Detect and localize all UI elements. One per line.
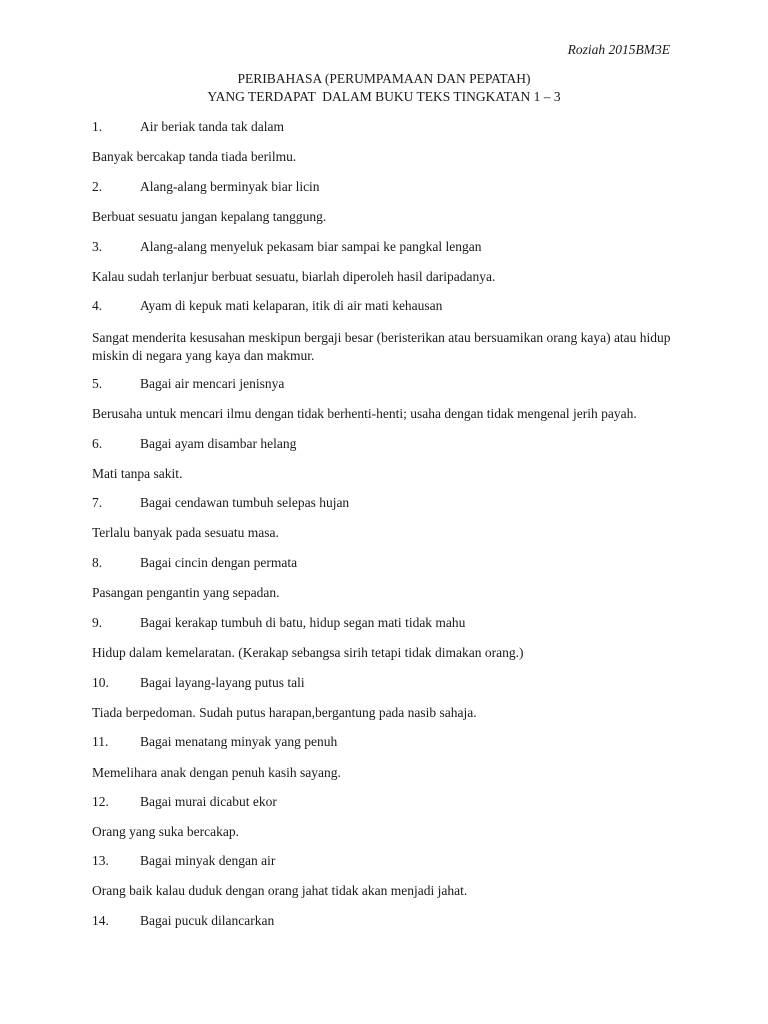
title-line-2: YANG TERDAPAT DALAM BUKU TEKS TINGKATAN 1 – 3 [207, 89, 561, 104]
proverb-line [92, 674, 682, 692]
proverb-text: Bagai kerakap tumbuh di batu, hidup segan mati tidak mahu [140, 615, 466, 630]
proverb-text: Ayam di kepuk mati kelaparan, itik di air mati kehausan [140, 298, 443, 313]
proverb-item [92, 297, 682, 363]
proverb-text: Bagai ayam disambar helang [140, 436, 297, 451]
proverb-number: 6. [92, 436, 103, 451]
proverb-number: 5. [92, 376, 103, 391]
proverb-item [92, 375, 682, 421]
proverb-text: Bagai minyak dengan air [140, 853, 276, 868]
proverb-item [92, 733, 682, 780]
proverb-text: Air beriak tanda tak dalam [140, 119, 284, 134]
proverb-line [92, 733, 682, 751]
proverb-number: 9. [92, 615, 103, 630]
proverb-line [92, 375, 682, 393]
proverb-meaning: Mati tanpa sakit. [92, 466, 183, 481]
proverb-text: Bagai air mencari jenisnya [140, 376, 285, 391]
proverb-text: Bagai murai dicabut ekor [140, 794, 277, 809]
proverb-text: Bagai pucuk dilancarkan [140, 913, 275, 928]
proverb-number: 13. [92, 853, 109, 868]
proverb-meaning: Sangat menderita kesusahan meskipun bergaji besar (beristerikan atau bersuamikan orang kaya) atau hidup miskin di negara yang kaya dan makmur. [92, 330, 671, 363]
document-title [0, 70, 768, 106]
proverb-meaning: Tiada berpedoman. Sudah putus harapan,bergantung pada nasib sahaja. [92, 705, 477, 720]
proverb-item [92, 118, 682, 164]
proverb-item [92, 614, 682, 660]
author-header: Roziah 2015BM3E [567, 42, 670, 57]
proverb-line [92, 852, 682, 870]
proverb-meaning: Terlalu banyak pada sesuatu masa. [92, 525, 279, 540]
proverb-meaning: Pasangan pengantin yang sepadan. [92, 585, 280, 600]
proverb-text: Bagai layang-layang putus tali [140, 675, 305, 690]
proverb-number: 12. [92, 794, 109, 809]
proverb-line [92, 912, 682, 930]
proverb-meaning: Banyak bercakap tanda tiada berilmu. [92, 149, 297, 164]
proverb-number: 7. [92, 495, 103, 510]
proverb-line [92, 793, 682, 811]
proverb-text: Alang-alang menyeluk pekasam biar sampai ke pangkal lengan [140, 239, 482, 254]
proverb-item [92, 435, 682, 481]
proverb-number: 11. [92, 734, 109, 749]
proverb-meaning: Memelihara anak dengan penuh kasih sayang. [92, 765, 341, 780]
proverb-meaning: Hidup dalam kemelaratan. (Kerakap sebangsa sirih tetapi tidak dimakan orang.) [92, 645, 524, 660]
proverb-item [92, 238, 682, 284]
proverb-meaning: Kalau sudah terlanjur berbuat sesuatu, biarlah diperoleh hasil daripadanya. [92, 269, 496, 284]
proverb-meaning: Berbuat sesuatu jangan kepalang tanggung. [92, 209, 327, 224]
proverb-number: 4. [92, 298, 103, 313]
proverb-item [92, 554, 682, 600]
proverb-item [92, 178, 682, 224]
proverb-item [92, 674, 682, 720]
proverb-text: Bagai cendawan tumbuh selepas hujan [140, 495, 350, 510]
proverb-line [92, 614, 682, 632]
proverb-number: 10. [92, 675, 109, 690]
proverb-number: 1. [92, 119, 103, 134]
proverb-number: 14. [92, 913, 109, 928]
proverb-meaning: Orang baik kalau duduk dengan orang jahat tidak akan menjadi jahat. [92, 883, 468, 898]
proverb-line [92, 118, 682, 136]
proverb-text: Bagai menatang minyak yang penuh [140, 734, 338, 749]
proverb-item [92, 494, 682, 540]
proverb-text: Bagai cincin dengan permata [140, 555, 298, 570]
proverb-line [92, 238, 682, 256]
proverb-meaning: Berusaha untuk mencari ilmu dengan tidak berhenti-henti; usaha dengan tidak mengenal jerih payah. [92, 406, 637, 421]
proverb-line [92, 494, 682, 512]
proverb-number: 8. [92, 555, 103, 570]
proverb-line [92, 297, 682, 315]
proverb-meaning: Orang yang suka bercakap. [92, 824, 239, 839]
proverb-line [92, 435, 682, 453]
proverb-item [92, 793, 682, 839]
proverb-line [92, 554, 682, 572]
proverb-item [92, 912, 682, 930]
proverb-number: 3. [92, 239, 103, 254]
proverb-text: Alang-alang berminyak biar licin [140, 179, 320, 194]
title-line-1: PERIBAHASA (PERUMPAMAAN DAN PEPATAH) [237, 71, 531, 86]
proverb-item [92, 852, 682, 898]
proverb-line [92, 178, 682, 196]
proverb-number: 2. [92, 179, 103, 194]
